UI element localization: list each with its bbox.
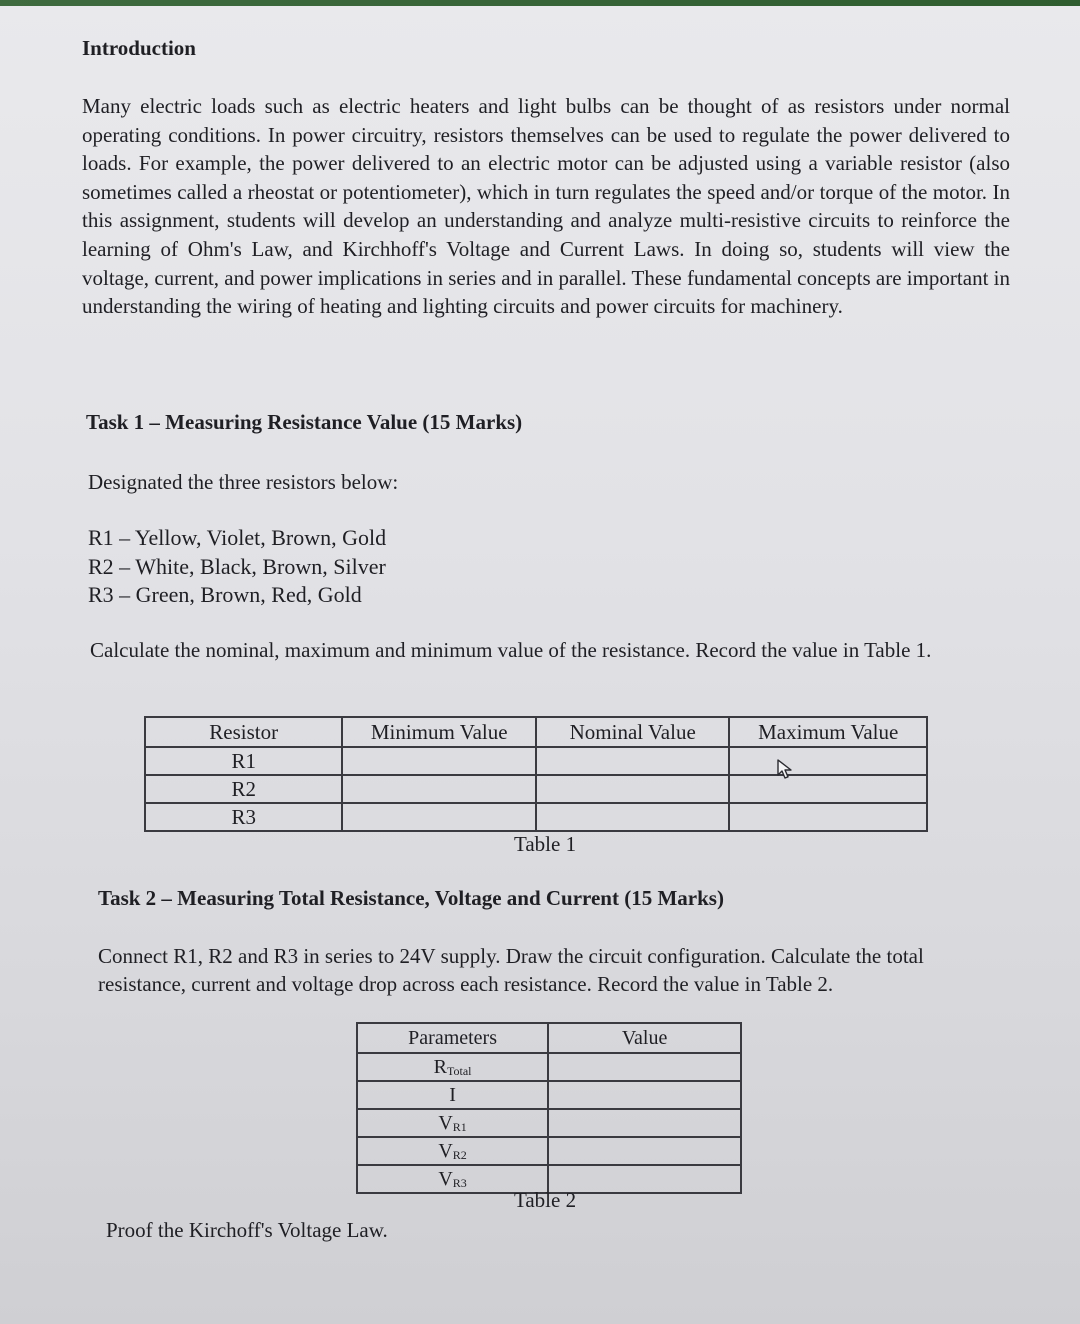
table-row <box>357 1109 741 1137</box>
table2-cell-empty <box>548 1137 741 1165</box>
task1-title: Task 1 – Measuring Resistance Value (15 Marks) <box>86 410 523 434</box>
kvl-proof-text: Proof the Kirchoff's Voltage Law. <box>106 1218 388 1242</box>
table1-cell-empty <box>536 775 729 803</box>
table-row <box>357 1081 741 1109</box>
task2-instruction: Connect R1, R2 and R3 in series to 24V supply. Draw the circuit configuration. Calculate the total resistance, current and voltage drop across each resistance. Record the value in Table 2. <box>98 944 924 996</box>
introduction-paragraph: Many electric loads such as electric heaters and light bulbs can be thought of as resistors under normal operating conditions. In power circuitry, resistors themselves can be used to regulate the power delivered to loads. For example, the power delivered to an electric motor can be adjusted using a variable resistor (also sometimes called a rheostat or potentiometer), which in turn regulates the speed and/or torque of the motor. In this assignment, students will develop an understanding and analyze multi-resistive circuits to reinforce the learning of Ohm's Law, and Kirchhoff's Voltage and Current Laws. In doing so, students will view the voltage, current, and power implications in series and in parallel. These fundamental concepts are important in understanding the wiring of heating and lighting circuits and power circuits for machinery. <box>82 94 1010 319</box>
resistor-color-list <box>88 524 386 610</box>
table-row <box>357 1137 741 1165</box>
table-row <box>357 1053 741 1081</box>
table1-cell-empty <box>536 747 729 775</box>
mouse-pointer-icon <box>776 758 796 780</box>
table2-param-vr2: $V_{R2}$ <box>357 1137 548 1165</box>
table2-cell-empty <box>548 1053 741 1081</box>
table1-header-maximum: Maximum Value <box>729 717 927 747</box>
table2-param-current: I <box>357 1081 548 1109</box>
table1-resistor-r1: R1 <box>145 747 342 775</box>
introduction-heading: Introduction <box>82 36 196 60</box>
table1-header-resistor: Resistor <box>145 717 342 747</box>
document-page <box>0 6 1080 1324</box>
table2-cell-empty <box>548 1165 741 1193</box>
table1-cell-empty <box>342 747 536 775</box>
table1-caption: Table 1 <box>514 832 577 856</box>
table1-header-minimum: Minimum Value <box>342 717 536 747</box>
resistor-r3-colors: R3 – Green, Brown, Red, Gold <box>88 582 362 607</box>
task1-instruction: Calculate the nominal, maximum and minimum value of the resistance. Record the value in Table 1. <box>90 638 932 662</box>
table-row <box>145 775 927 803</box>
table1-header-nominal: Nominal Value <box>536 717 729 747</box>
table1-resistor-r2: R2 <box>145 775 342 803</box>
table-row <box>145 803 927 831</box>
table1-cell-empty <box>342 775 536 803</box>
resistor-r1-colors: R1 – Yellow, Violet, Brown, Gold <box>88 525 387 550</box>
table2-header-value: Value <box>548 1023 741 1053</box>
table1-header-row <box>145 717 927 747</box>
table2-cell-empty <box>548 1081 741 1109</box>
task2-title: Task 2 – Measuring Total Resistance, Voltage and Current (15 Marks) <box>98 886 724 910</box>
table1-cell-empty <box>729 775 927 803</box>
table2-cell-empty <box>548 1109 741 1137</box>
table1-cell-empty <box>342 803 536 831</box>
table2-circuit-values <box>356 1022 742 1194</box>
table1-cell-empty <box>729 803 927 831</box>
table2-param-vr1: $V_{R1}$ <box>357 1109 548 1137</box>
table2-header-row <box>357 1023 741 1053</box>
table1-resistor-r3: R3 <box>145 803 342 831</box>
table1-cell-empty <box>729 747 927 775</box>
table1-resistance-values <box>144 716 928 832</box>
table2-header-parameters: Parameters <box>357 1023 548 1053</box>
table2-caption: Table 2 <box>514 1188 577 1212</box>
table-row <box>145 747 927 775</box>
table1-cell-empty <box>536 803 729 831</box>
table2-param-rtotal: $R_{Total}$ <box>357 1053 548 1081</box>
table2-param-vr3: $V_{R3}$ <box>357 1165 548 1193</box>
task1-designated-text: Designated the three resistors below: <box>88 470 399 494</box>
resistor-r2-colors: R2 – White, Black, Brown, Silver <box>88 553 386 579</box>
